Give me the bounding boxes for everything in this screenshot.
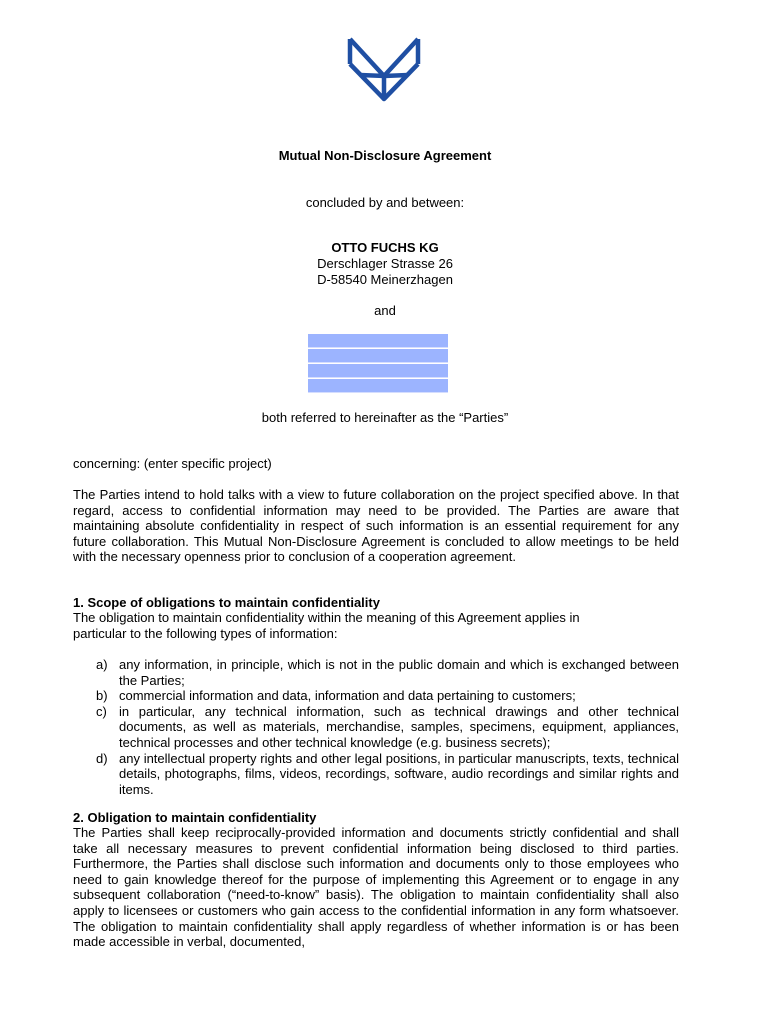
parties-reference: both referred to hereinafter as the “Parties” bbox=[261, 410, 509, 425]
list-item: c) in particular, any technical information, such as technical drawings and other technical documents, as well as materials, merchandise, samples, specimens, equipment, appliances, technical processes and other technical knowledge (e.g. business secrets); bbox=[96, 703, 679, 750]
section2-heading: 2. Obligation to maintain confidentiality bbox=[73, 810, 317, 825]
party2-extra-field[interactable] bbox=[308, 379, 448, 393]
and-line: and bbox=[374, 303, 396, 318]
party1-street: Derschlager Strasse 26 bbox=[317, 256, 453, 271]
party2-street-field[interactable] bbox=[308, 349, 448, 363]
party1-city: D-58540 Meinerzhagen bbox=[317, 272, 453, 287]
party2-name-field[interactable] bbox=[308, 334, 448, 348]
list-item: d) any intellectual property rights and other legal positions, in particular manuscripts, texts, technical details, photographs, films, videos, recordings, software, audio recordings and similar rights and items. bbox=[96, 750, 679, 797]
section1-heading: 1. Scope of obligations to maintain confidentiality bbox=[73, 595, 380, 610]
section1-text: The obligation to maintain confidentiality within the meaning of this Agreement applies in particular to the following types of information: bbox=[73, 610, 580, 641]
list-item: a) any information, in principle, which is not in the public domain and which is exchanged between the Parties; bbox=[96, 657, 679, 688]
concerning-line: concerning: (enter specific project) bbox=[73, 456, 272, 471]
concluded-by-line: concluded by and between: bbox=[305, 195, 465, 210]
party1-name: OTTO FUCHS KG bbox=[331, 240, 439, 255]
fox-logo-icon bbox=[346, 36, 422, 102]
section2-text: The Parties shall keep reciprocally-provided information and documents strictly confidential and shall take all necessary measures to prevent confidential information being disclosed to third parties. Furthermore, the Parties shall disclose such information and documents only to those employees who need to gain knowledge thereof for the purpose of implementing this Agreement or to engage in any subsequent collaboration (“need-to-know” basis). The obligation to maintain confidentiality shall also apply to licensees or customers who gain access to the confidential information in any form whatsoever. The obligation to maintain confidentiality shall apply regardless of whether information is or has been made accessible in verbal, documented, bbox=[73, 825, 679, 950]
section1-list bbox=[96, 657, 679, 797]
list-item: b) commercial information and data, information and data pertaining to customers; bbox=[96, 688, 576, 704]
document-title: Mutual Non-Disclosure Agreement bbox=[278, 148, 492, 163]
party2-city-field[interactable] bbox=[308, 364, 448, 378]
intro-paragraph: The Parties intend to hold talks with a view to future collaboration on the project specified above. In that regard, access to confidential information may need to be provided. The Parties are aware that maintaining absolute confidentiality in respect of such information is an essential requirement for any future collaboration. This Mutual Non-Disclosure Agreement is concluded to allow meetings to be held with the necessary openness prior to conclusion of a cooperation agreement. bbox=[73, 487, 679, 565]
